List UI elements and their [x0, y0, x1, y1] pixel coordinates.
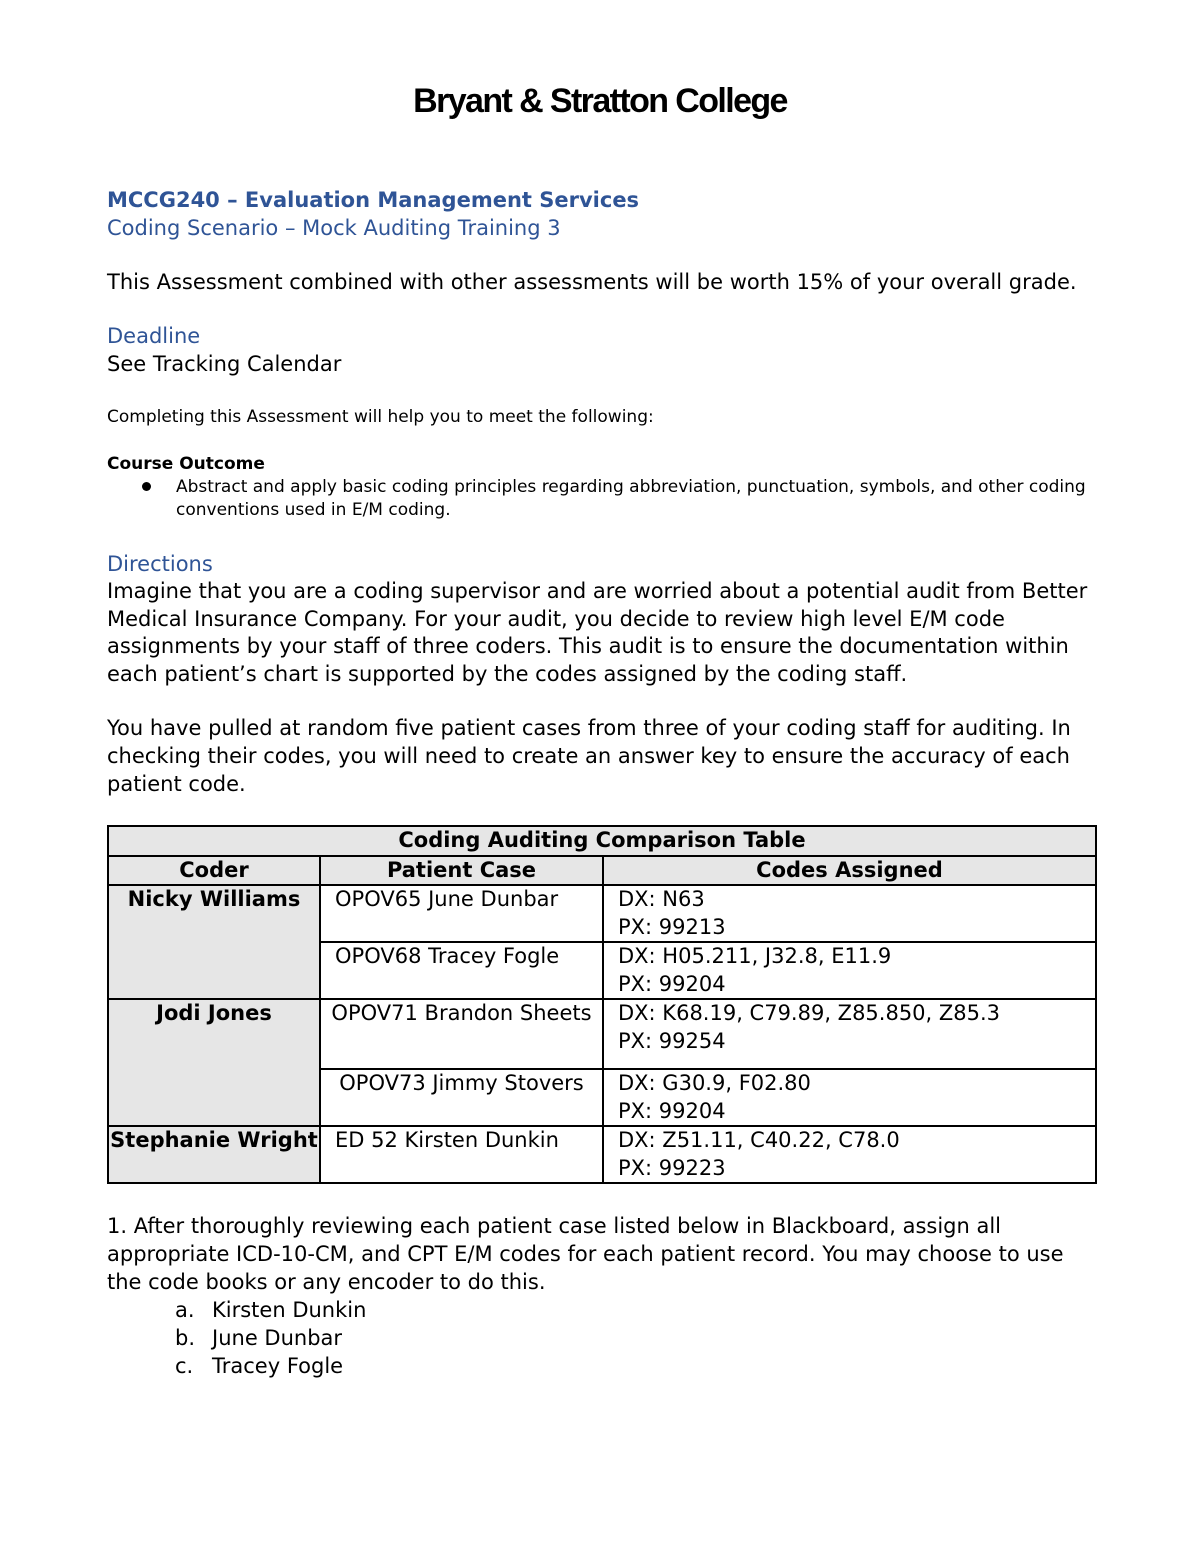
table-title: Coding Auditing Comparison Table: [108, 826, 1096, 856]
patient-case: OPOV71 Brandon Sheets: [320, 999, 603, 1069]
directions-paragraph-1: Imagine that you are a coding supervisor and are worried about a potential audit from Better Medical Insurance Company. For your audit, you decide to review high level E/M code assignments by your staff of three coders. This audit is to ensure the documentation within each patient’s chart is supported by the codes assigned by the coding staff.: [107, 579, 1088, 686]
directions-paragraph-2: You have pulled at random five patient cases from three of your coding staff for auditing. In checking their codes, you will need to create an answer key to ensure the accuracy of each patient code.: [107, 716, 1071, 796]
patient-list: [107, 1296, 1097, 1380]
dx-codes: DX: H05.211, J32.8, E11.9: [618, 944, 892, 969]
patient-name: June Dunbar: [212, 1326, 343, 1351]
list-marker: c.: [175, 1354, 194, 1379]
institution-heading: Bryant & Stratton College: [413, 82, 787, 120]
patient-case: OPOV68 Tracey Fogle: [320, 942, 603, 999]
px-codes: PX: 99213: [618, 914, 726, 939]
coding-audit-table: [107, 825, 1097, 1184]
codes-assigned: [603, 942, 1096, 999]
patient-case: ED 52 Kirsten Dunkin: [320, 1126, 603, 1183]
coder-name: Stephanie Wright: [108, 1126, 320, 1183]
codes-assigned: [603, 1069, 1096, 1126]
list-item: [107, 1352, 1097, 1380]
course-outcome-list: [107, 476, 1097, 522]
list-item: [107, 1324, 1097, 1352]
directions-heading: Directions: [107, 552, 213, 576]
table-row: [108, 1126, 1096, 1183]
column-header-coder: Coder: [108, 856, 320, 886]
course-title: MCCG240 – Evaluation Management Services: [107, 188, 640, 212]
list-marker: a.: [175, 1298, 195, 1323]
bullet-icon: [142, 482, 151, 491]
list-item: [107, 476, 1097, 522]
codes-assigned: [603, 1126, 1096, 1183]
table-row: [108, 999, 1096, 1069]
dx-codes: DX: K68.19, C79.89, Z85.850, Z85.3: [618, 1001, 1001, 1026]
course-subtitle: Coding Scenario – Mock Auditing Training 3: [107, 216, 561, 240]
deadline-text: See Tracking Calendar: [107, 352, 342, 376]
coder-name: Nicky Williams: [108, 885, 320, 999]
px-codes: PX: 99204: [618, 1098, 726, 1123]
px-codes: PX: 99223: [618, 1155, 726, 1180]
course-outcome-text: Abstract and apply basic coding principles regarding abbreviation, punctuation, symbols, and other coding conventions used in E/M coding.: [176, 477, 1086, 520]
dx-codes: DX: N63: [618, 887, 705, 912]
codes-assigned: [603, 999, 1096, 1069]
column-header-patient-case: Patient Case: [320, 856, 603, 886]
column-header-codes-assigned: Codes Assigned: [603, 856, 1096, 886]
patient-name: Tracey Fogle: [212, 1354, 344, 1379]
completing-text: Completing this Assessment will help you to meet the following:: [107, 407, 654, 427]
document-body: [107, 186, 1097, 1380]
codes-assigned: [603, 885, 1096, 942]
dx-codes: DX: Z51.11, C40.22, C78.0: [618, 1128, 900, 1153]
dx-codes: DX: G30.9, F02.80: [618, 1071, 811, 1096]
list-marker: b.: [175, 1326, 196, 1351]
question-1-text: 1. After thoroughly reviewing each patient case listed below in Blackboard, assign all appropriate ICD-10-CM, and CPT E/M codes for each patient record. You may choose to use the code books or any encoder to do this.: [107, 1214, 1064, 1295]
course-outcome-heading: Course Outcome: [107, 454, 265, 474]
px-codes: PX: 99254: [618, 1028, 726, 1053]
px-codes: PX: 99204: [618, 971, 726, 996]
deadline-heading: Deadline: [107, 324, 201, 348]
patient-case: OPOV65 June Dunbar: [320, 885, 603, 942]
coder-name: Jodi Jones: [108, 999, 320, 1126]
table-row: [108, 885, 1096, 942]
assessment-note: This Assessment combined with other assessments will be worth 15% of your overall grade.: [107, 270, 1077, 294]
list-item: [107, 1296, 1097, 1324]
patient-case: OPOV73 Jimmy Stovers: [320, 1069, 603, 1126]
patient-name: Kirsten Dunkin: [212, 1298, 367, 1323]
